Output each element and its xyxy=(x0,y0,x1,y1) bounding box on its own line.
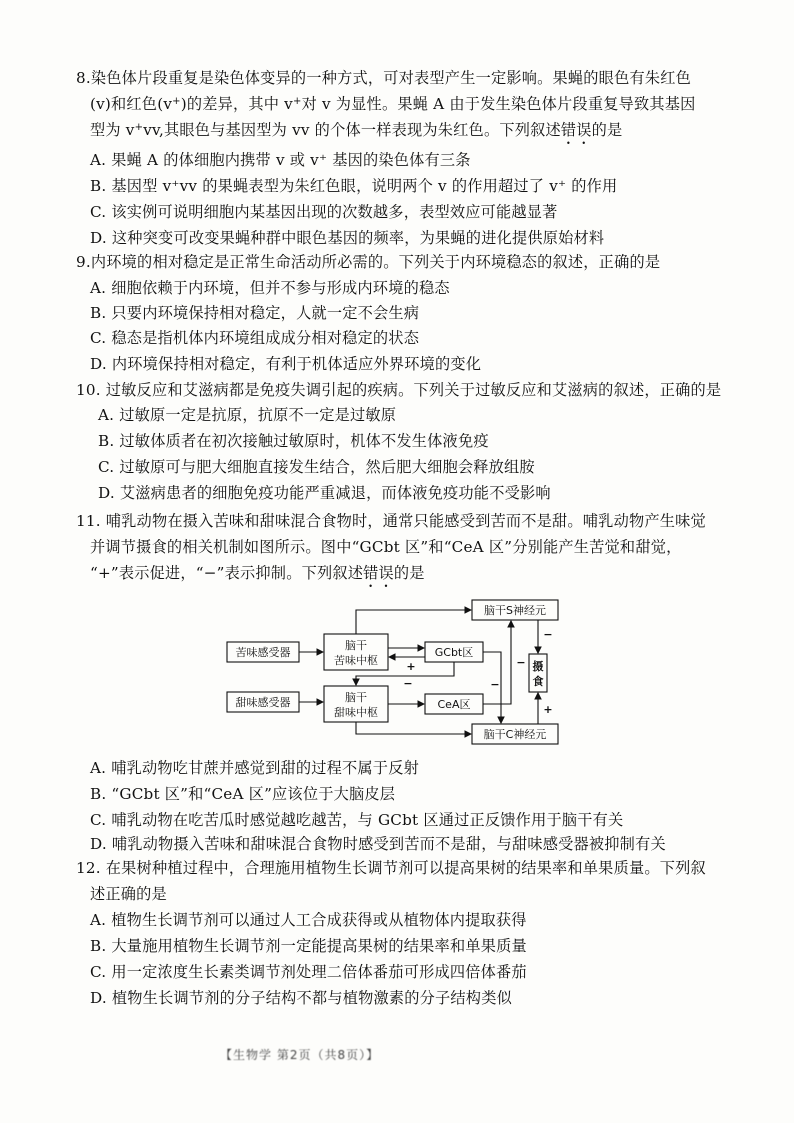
q12-option-a: A. 植物生长调节剂可以通过人工合成获得或从植物体内提取获得 xyxy=(90,911,527,929)
q8-option-a: A. 果蝇 A 的体细胞内携带 v 或 v⁺ 基因的染色体有三条 xyxy=(90,151,471,169)
q8-option-b: B. 基因型 v⁺vv 的果蝇表型为朱红色眼，说明两个 v 的作用超过了 v⁺ 的作用 xyxy=(90,177,618,195)
bitter-receptor-label: 苦味感受器 xyxy=(235,646,291,659)
q11-stem-line-2: 并调节摄食的相关机制如图所示。图中“GCbt 区”和“CeA 区”分别能产生苦觉和甜觉， xyxy=(90,538,682,556)
q9-option-b: B. 只要内环境保持相对稳定，人就一定不会生病 xyxy=(90,304,420,322)
gcbt-label: GCbt区 xyxy=(434,646,474,659)
sign-s-feeding: − xyxy=(543,628,553,641)
q11-stem-line-3: “+”表示促进，“−”表示抑制。下列叙述错误的是 xyxy=(90,564,425,582)
q9-option-c: C. 稳态是指机体内环境组成成分相对稳定的状态 xyxy=(90,329,420,347)
q10-option-b: B. 过敏体质者在初次接触过敏原时，机体不发生体液免疫 xyxy=(98,432,489,450)
arrow-cea-s-neuron xyxy=(483,621,511,704)
page-footer: 【生物学 第2页（共8页）】 xyxy=(220,1048,380,1060)
q11-option-b: B. “GCbt 区”和“CeA 区”应该位于大脑皮层 xyxy=(90,785,396,803)
sweet-center-label-2: 甜味中枢 xyxy=(334,706,378,719)
q12-option-b: B. 大量施用植物生长调节剂一定能提高果树的结果率和单果质量 xyxy=(90,937,527,955)
c-neuron-label: 脑干C神经元 xyxy=(483,728,547,741)
sign-gcbt-c-neuron: − xyxy=(490,678,500,691)
s-neuron-label: 脑干S神经元 xyxy=(484,604,546,617)
taste-mechanism-diagram xyxy=(225,596,565,748)
q12-stem-line-2: 述正确的是 xyxy=(90,885,167,903)
sweet-receptor-label: 甜味感受器 xyxy=(235,696,291,709)
q8-option-d: D. 这种突变可改变果蝇种群中眼色基因的频率，为果蝇的进化提供原始材料 xyxy=(90,229,605,247)
q11-option-d: D. 哺乳动物摄入苦味和甜味混合食物时感受到苦而不是甜，与甜味感受器被抑制有关 xyxy=(90,835,666,853)
q8-option-c: C. 该实例可说明细胞内某基因出现的次数越多，表型效应可能越显著 xyxy=(90,203,558,221)
feeding-label-2: 食 xyxy=(532,675,544,688)
q11-emphasis: 错误 xyxy=(363,564,394,582)
arrow-sweet-center-c-neuron xyxy=(356,722,471,734)
sweet-center-label-1: 脑干 xyxy=(345,691,367,704)
arrow-bitter-center-s-neuron xyxy=(356,610,471,634)
q12-option-d: D. 植物生长调节剂的分子结构不都与植物激素的分子结构类似 xyxy=(90,989,512,1007)
sign-gcbt-inhibit: − xyxy=(403,677,413,690)
feeding-label-1: 摄 xyxy=(532,660,544,673)
q11-option-a: A. 哺乳动物吃甘蔗并感觉到甜的过程不属于反射 xyxy=(90,759,419,777)
sign-gcbt-to-center: + xyxy=(406,660,416,673)
q8-emphasis: 错误 xyxy=(560,121,592,139)
q8-stem-line-2: (v)和红色(v+)的差异，其中 v+对 v 为显性。果蝇 A 由于发生染色体片段重复导致其基因 xyxy=(90,95,696,113)
q9-stem: 9.内环境的相对稳定是正常生命活动所必需的。下列关于内环境稳态的叙述，正确的是 xyxy=(76,253,661,271)
q12-stem-line-1: 12. 在果树种植过程中，合理施用植物生长调节剂可以提高果树的结果率和单果质量。下列叙 xyxy=(76,859,706,877)
bitter-center-label-1: 脑干 xyxy=(345,639,367,652)
cea-label: CeA区 xyxy=(437,698,471,711)
q8-stem-line-3: 型为 v+vv,其眼色与基因型为 vv 的个体一样表现为朱红色。下列叙述错误的是 xyxy=(90,121,623,139)
q10-option-c: C. 过敏原可与肥大细胞直接发生结合，然后肥大细胞会释放组胺 xyxy=(98,458,535,476)
q9-option-d: D. 内环境保持相对稳定，有利于机体适应外界环境的变化 xyxy=(90,355,482,373)
q9-option-a: A. 细胞依赖于内环境，但并不参与形成内环境的稳态 xyxy=(90,279,450,297)
sign-cea-s-neuron: − xyxy=(516,656,526,669)
q10-stem: 10. 过敏反应和艾滋病都是免疫失调引起的疾病。下列关于过敏反应和艾滋病的叙述，正确的是 xyxy=(76,381,722,399)
q11-option-c: C. 哺乳动物在吃苦瓜时感觉越吃越苦，与 GCbt 区通过正反馈作用于脑干有关 xyxy=(90,811,624,829)
q11-stem-line-1: 11. 哺乳动物在摄入苦味和甜味混合食物时，通常只能感受到苦而不是甜。哺乳动物产生味觉 xyxy=(76,512,706,530)
bitter-center-label-2: 苦味中枢 xyxy=(334,654,378,667)
sign-c-feeding: + xyxy=(543,703,553,716)
q12-option-c: C. 用一定浓度生长素类调节剂处理二倍体番茄可形成四倍体番茄 xyxy=(90,963,527,981)
q10-option-d: D. 艾滋病患者的细胞免疫功能严重减退，而体液免疫功能不受影响 xyxy=(98,484,551,502)
q10-option-a: A. 过敏原一定是抗原，抗原不一定是过敏原 xyxy=(98,406,397,424)
q8-stem-line-1: 8.染色体片段重复是染色体变异的一种方式，可对表型产生一定影响。果蝇的眼色有朱红色 xyxy=(76,69,692,87)
